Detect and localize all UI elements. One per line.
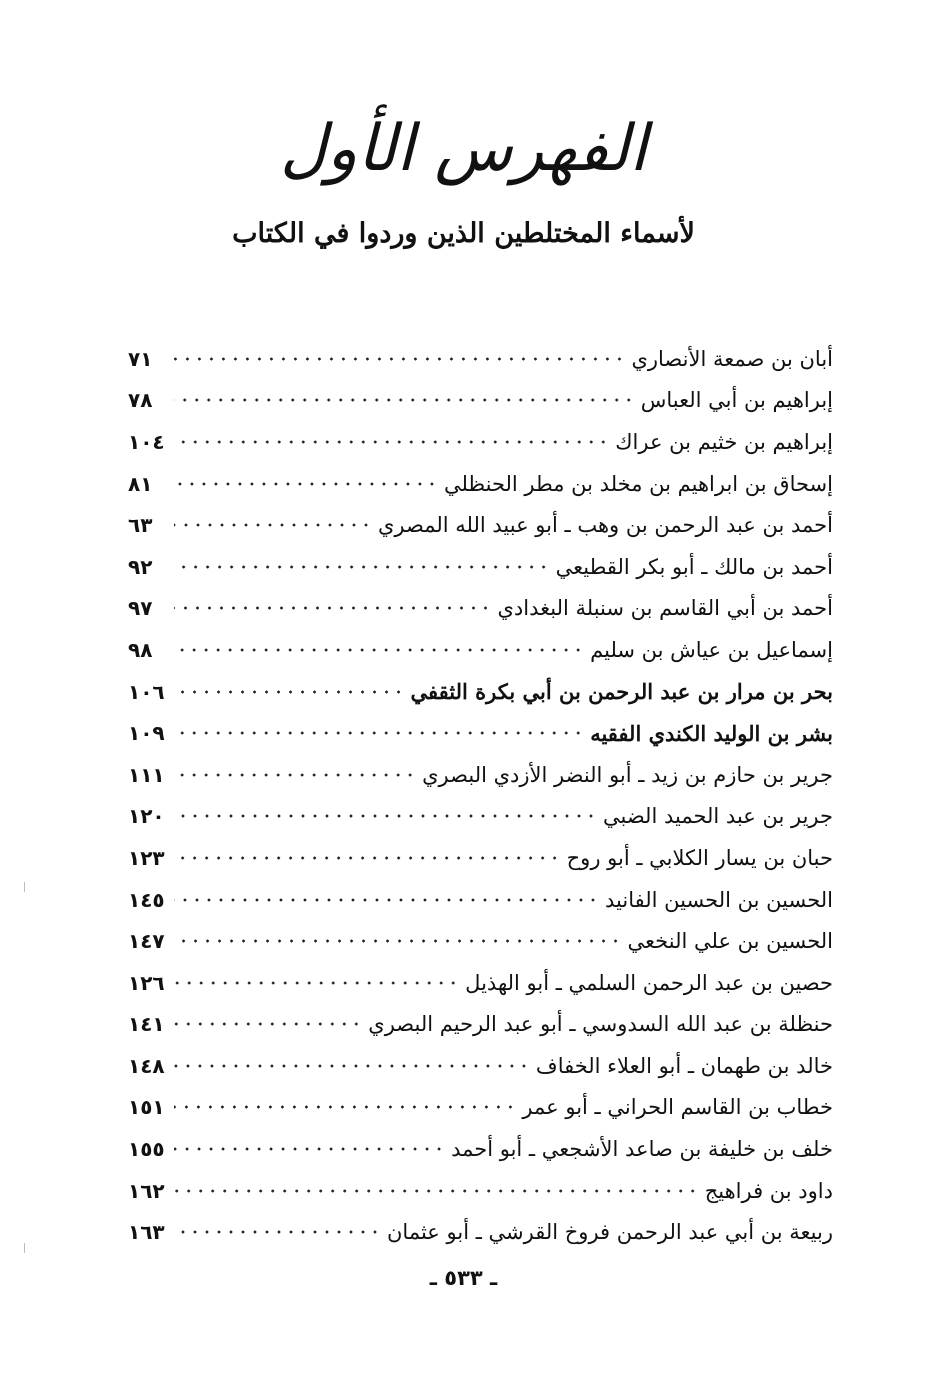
index-entry [128, 796, 833, 838]
entry-name: خلف بن خليفة بن صاعد الأشجعي ـ أبو أحمد [451, 1137, 833, 1162]
index-entry [128, 962, 833, 1004]
dot-leader [174, 731, 584, 735]
dot-leader [174, 398, 635, 402]
index-entry [128, 1128, 833, 1170]
index-entry [128, 1170, 833, 1212]
entry-name: حنظلة بن عبد الله السدوسي ـ أبو عبد الرحيم البصري [368, 1012, 833, 1037]
entry-name: بحر بن مرار بن عبد الرحمن بن أبي بكرة الثقفي [410, 679, 833, 705]
entry-name: بشر بن الوليد الكندي الفقيه [590, 720, 833, 746]
entry-page-number: ٩٨ [128, 637, 153, 662]
entry-name: الحسين بن علي النخعي [627, 929, 833, 954]
entry-page-number: ١٢٠ [128, 804, 165, 829]
entry-name: جرير بن عبد الحميد الضبي [603, 804, 833, 829]
entry-name: جرير بن حازم بن زيد ـ أبو النضر الأزدي البصري [422, 762, 833, 787]
index-entry [128, 1087, 833, 1129]
index-entry [128, 1211, 833, 1253]
dot-leader [174, 981, 459, 985]
index-entry [128, 754, 833, 796]
dot-leader [174, 1105, 516, 1109]
entry-page-number: ٩٧ [128, 596, 153, 621]
entry-page-number: ٧١ [128, 346, 153, 371]
index-entry [128, 588, 833, 630]
entry-name: إسحاق بن ابراهيم بن مخلد بن مطر الحنظلي [443, 471, 833, 496]
index-entry [128, 879, 833, 921]
entry-page-number: ٩٢ [128, 554, 153, 579]
dot-leader [174, 1189, 699, 1193]
entry-page-number: ٧٨ [128, 388, 153, 413]
entry-name: حبان بن يسار الكلابي ـ أبو روح [566, 845, 833, 870]
entry-page-number: ١٥١ [128, 1095, 165, 1120]
entry-name: أحمد بن عبد الرحمن بن وهب ـ أبو عبيد الله المصري [377, 513, 833, 538]
entry-name: إسماعيل بن عياش بن سليم [590, 637, 833, 662]
entry-name: أحمد بن أبي القاسم بن سنبلة البغدادي [497, 596, 833, 621]
entry-page-number: ١٤٥ [128, 887, 165, 912]
index-entry [128, 629, 833, 671]
entry-name: خالد بن طهمان ـ أبو العلاء الخفاف [535, 1053, 833, 1078]
index-entry [128, 712, 833, 754]
entry-name: أبان بن صمعة الأنصاري [631, 346, 833, 371]
dot-leader [174, 898, 599, 902]
entry-name: إبراهيم بن أبي العباس [640, 388, 833, 413]
margin-mark-bottom [24, 1243, 25, 1253]
entry-name: داود بن فراهيج [704, 1178, 833, 1203]
dot-leader [174, 606, 491, 610]
dot-leader [174, 1230, 381, 1234]
index-entry [128, 920, 833, 962]
entry-name: أحمد بن مالك ـ أبو بكر القطيعي [555, 554, 833, 579]
entry-page-number: ١٢٣ [128, 845, 165, 870]
entry-page-number: ١٠٦ [128, 679, 165, 704]
entry-page-number: ٨١ [128, 471, 153, 496]
page-number: ـ ٥٣٣ ـ [429, 1266, 498, 1290]
dot-leader [174, 482, 438, 486]
page-subtitle: لأسماء المختلطين الذين وردوا في الكتاب [232, 218, 695, 249]
entry-page-number: ١٠٤ [128, 429, 165, 454]
entry-page-number: ١٤٨ [128, 1053, 165, 1078]
dot-leader [174, 565, 550, 569]
entry-page-number: ١٦٣ [128, 1220, 165, 1245]
dot-leader [174, 856, 561, 860]
index-entry [128, 671, 833, 713]
entry-name: الحسين بن الحسين الفانيد [604, 887, 833, 912]
entry-page-number: ١٥٥ [128, 1137, 165, 1162]
index-entry [128, 380, 833, 422]
entry-name: ربيعة بن أبي عبد الرحمن فروخ القرشي ـ أبو عثمان [387, 1220, 833, 1245]
index-list [128, 338, 833, 1253]
dot-leader [174, 690, 405, 694]
page-title: الفهرس الأول [279, 112, 648, 186]
dot-leader [174, 648, 584, 652]
entry-page-number: ١٤٧ [128, 929, 165, 954]
dot-leader [174, 1064, 530, 1068]
index-entry [128, 421, 833, 463]
index-entry [128, 338, 833, 380]
entry-name: حصين بن عبد الرحمن السلمي ـ أبو الهذيل [465, 970, 833, 995]
entry-name: إبراهيم بن خثيم بن عراك [615, 429, 833, 454]
index-entry [128, 1004, 833, 1046]
margin-mark-top [24, 882, 25, 892]
index-entry [128, 546, 833, 588]
index-entry [128, 463, 833, 505]
dot-leader [174, 1147, 445, 1151]
entry-page-number: ١١١ [128, 762, 165, 787]
dot-leader [174, 1022, 362, 1026]
entry-page-number: ١٠٩ [128, 721, 165, 746]
index-entry [128, 504, 833, 546]
entry-page-number: ١٤١ [128, 1012, 165, 1037]
dot-leader [174, 357, 625, 361]
entry-page-number: ١٦٢ [128, 1178, 165, 1203]
entry-page-number: ١٢٦ [128, 970, 165, 995]
entry-name: خطاب بن القاسم الحراني ـ أبو عمر [522, 1095, 833, 1120]
dot-leader [174, 939, 622, 943]
index-entry [128, 837, 833, 879]
dot-leader [174, 440, 609, 444]
entry-page-number: ٦٣ [128, 513, 153, 538]
dot-leader [174, 773, 416, 777]
dot-leader [174, 814, 597, 818]
dot-leader [174, 523, 372, 527]
index-entry [128, 1045, 833, 1087]
